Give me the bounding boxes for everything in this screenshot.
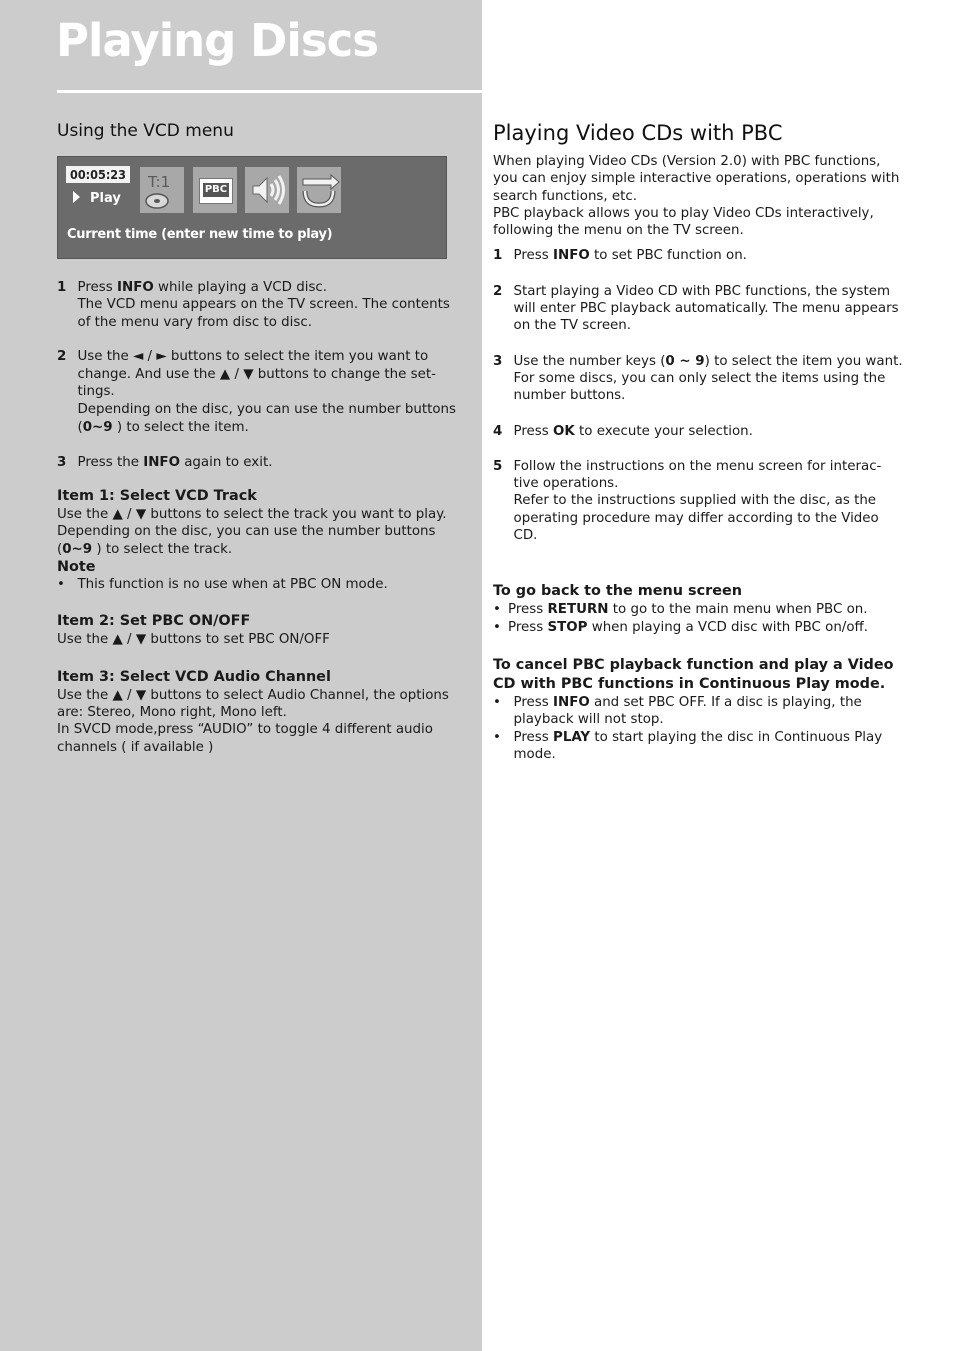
cancel-pbc-heading: To cancel PBC playback function and play a Video CD with PBC functions in Continuous Play mode. <box>493 656 894 692</box>
audio-speaker-icon <box>245 167 289 213</box>
note-item: • This function is no use when at PBC ON mode. <box>57 577 388 593</box>
title-divider <box>57 90 482 93</box>
osd-pbc-label: PBC <box>204 184 228 195</box>
pbc-icon <box>193 167 237 213</box>
go-back-heading: To go back to the menu screen <box>493 583 743 600</box>
left-instructions <box>57 279 462 756</box>
list-item: 1 Press INFO while playing a VCD disc. The VCD menu appears on the TV screen. The contents of the menu vary from disc to disc. <box>57 280 450 330</box>
item1-heading: Item 1: Select VCD Track <box>57 488 257 505</box>
list-item: • Press RETURN to go to the main menu when PBC on. <box>493 602 868 618</box>
note-heading: Note <box>57 559 96 576</box>
right-column <box>493 121 903 763</box>
play-icon <box>73 191 80 203</box>
item1-text: Use the ▲ / ▼ buttons to select the track you want to play. Depending on the disc, you can use the number buttons (0~9 ) to select the track. <box>57 507 447 557</box>
osd-play-status <box>73 191 121 206</box>
pbc-intro: When playing Video CDs (Version 2.0) with PBC functions, you can enjoy simple interactive operations, operations with search functions, etc. PBC playback allows you to play Video CDs interactively, following the menu on the TV screen. <box>493 154 900 239</box>
item3-heading: Item 3: Select VCD Audio Channel <box>57 668 331 685</box>
disc-icon <box>140 167 184 213</box>
item3-text: Use the ▲ / ▼ buttons to select Audio Channel, the options are: Stereo, Mono right, Mono left. In SVCD mode,press “AUDIO” to toggle 4 different audio channels ( if available ) <box>57 687 449 755</box>
vcd-osd-screen <box>57 156 447 259</box>
list-item: 3 Press the INFO again to exit. <box>57 454 273 470</box>
list-item: 5 Follow the instructions on the menu screen for interac-tive operations. Refer to the instructions supplied with the disc, as the operating procedure may differ according to the Video CD. <box>493 458 882 544</box>
osd-play-label: Play <box>90 191 121 206</box>
item2-heading: Item 2: Set PBC ON/OFF <box>57 613 251 630</box>
track-disc-icon <box>140 167 184 213</box>
list-item: 4 Press OK to execute your selection. <box>493 423 753 439</box>
list-item: • Press INFO and set PBC OFF. If a disc is playing, the playback will not stop. <box>493 694 862 728</box>
item2-text: Use the ▲ / ▼ buttons to set PBC ON/OFF <box>57 632 330 648</box>
repeat-icon <box>297 167 341 213</box>
list-item: • Press STOP when playing a VCD disc with PBC on/off. <box>493 619 868 635</box>
left-column <box>57 121 462 141</box>
osd-caption: Current time (enter new time to play) <box>67 227 333 242</box>
list-item: 3 Use the number keys (0 ~ 9) to select the item you want. For some discs, you can only select the items using the number buttons. <box>493 353 903 404</box>
vcd-menu-heading: Using the VCD menu <box>57 121 234 141</box>
pbc-heading: Playing Video CDs with PBC <box>493 121 783 145</box>
list-item: 2 Use the ◄ / ► buttons to select the item you want to change. And use the ▲ / ▼ buttons to change the set-tings. Depending on the disc, you can use the number buttons (0~9 ) to select the item. <box>57 348 457 436</box>
osd-track-label: T:1 <box>148 173 171 191</box>
page-title: Playing Discs <box>56 14 379 67</box>
list-item: • Press PLAY to start playing the disc in Continuous Play mode. <box>493 729 883 762</box>
list-item: 2 Start playing a Video CD with PBC functions, the system will enter PBC playback automatically. The menu appears on the TV screen. <box>493 283 899 334</box>
osd-time-display: 00:05:23 <box>66 166 130 183</box>
list-item: 1 Press INFO to set PBC function on. <box>493 248 747 264</box>
